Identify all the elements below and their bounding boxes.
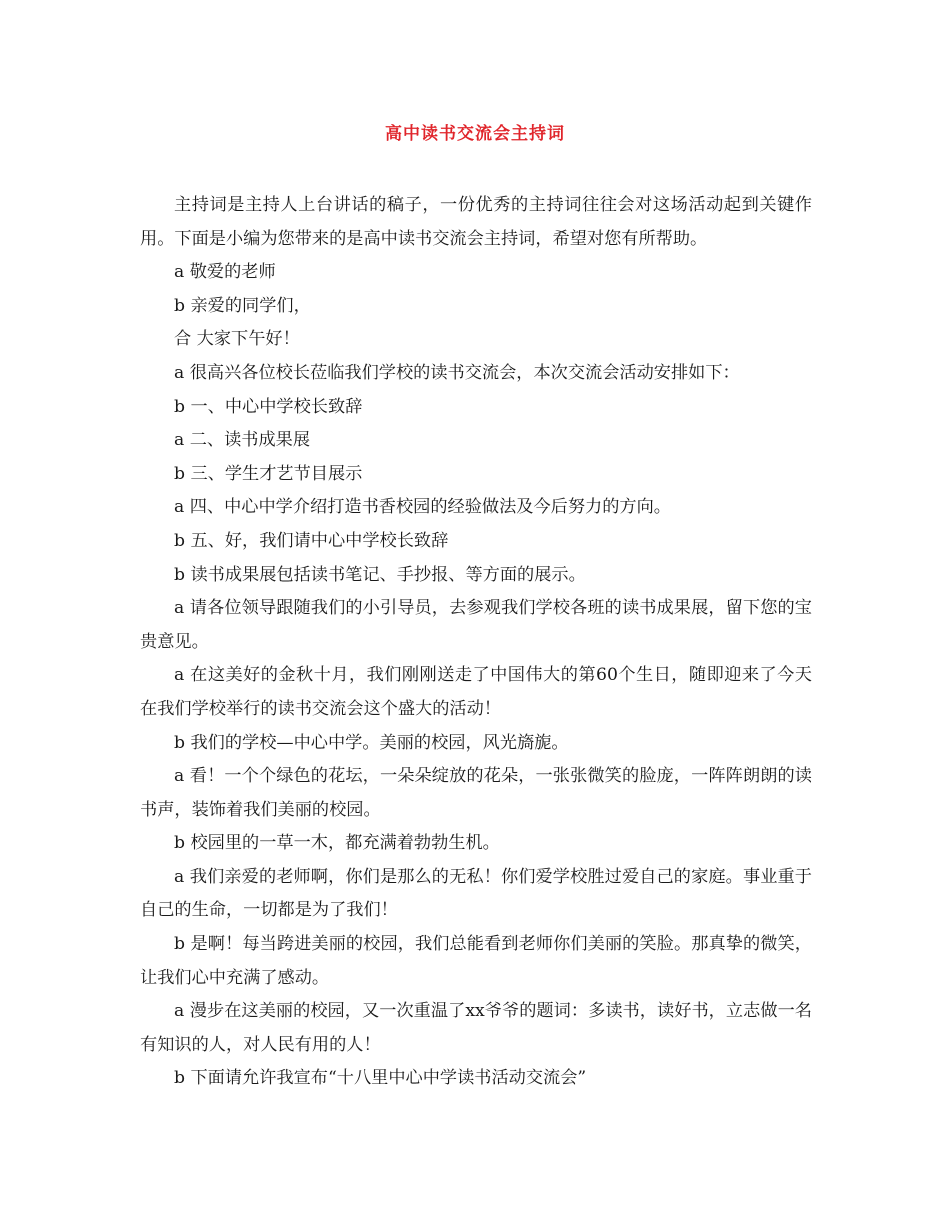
- paragraph: a 很高兴各位校长莅临我们学校的读书交流会，本次交流会活动安排如下：: [174, 362, 740, 383]
- paragraph: b 校园里的一草一木，都充满着勃勃生机。: [174, 833, 500, 854]
- paragraph: a 二、读书成果展: [174, 430, 311, 451]
- paragraph: b 我们的学校—中心中学。美丽的校园，风光旖旎。: [174, 732, 569, 753]
- document-title: 高中读书交流会主持词: [385, 124, 565, 144]
- paragraph-intro: 主持词是主持人上台讲话的稿子，一份优秀的主持词往往会对这场活动起到关键作用。下面是小编为您带来的是高中读书交流会主持词，希望对您有所帮助。: [140, 195, 812, 249]
- paragraph: 合 大家下午好！: [174, 329, 300, 350]
- paragraph: b 亲爱的同学们，: [174, 295, 311, 316]
- paragraph: b 三、学生才艺节目展示: [174, 463, 363, 484]
- paragraph: b 下面请允许我宣布“十八里中心中学读书活动交流会”: [174, 1068, 587, 1089]
- paragraph: a 四、中心中学介绍打造书香校园的经验做法及今后努力的方向。: [174, 497, 671, 518]
- paragraph: a 漫步在这美丽的校园，又一次重温了xx爷爷的题词：多读书，读好书，立志做一名有知识的人，对人民有用的人！: [140, 1001, 812, 1055]
- paragraph: b 是啊！每当跨进美丽的校园，我们总能看到老师你们美丽的笑脸。那真挚的微笑，让我们心中充满了感动。: [140, 934, 812, 988]
- paragraph: a 请各位领导跟随我们的小引导员，去参观我们学校各班的读书成果展，留下您的宝贵意见。: [140, 598, 812, 652]
- paragraph: a 我们亲爱的老师啊，你们是那么的无私！你们爱学校胜过爱自己的家庭。事业重于自己的生命，一切都是为了我们！: [140, 866, 812, 921]
- paragraph: a 在这美好的金秋十月，我们刚刚送走了中国伟大的第60个生日，随即迎来了今天在我们学校举行的读书交流会这个盛大的活动！: [140, 665, 812, 719]
- paragraph: b 一、中心中学校长致辞: [174, 396, 363, 417]
- paragraph: b 五、好，我们请中心中学校长致辞: [174, 530, 449, 551]
- paragraph: a 敬爱的老师: [174, 262, 276, 283]
- document-body: [140, 189, 812, 1096]
- paragraph: b 读书成果展包括读书笔记、手抄报、等方面的展示。: [174, 564, 586, 585]
- paragraph: a 看！一个个绿色的花坛，一朵朵绽放的花朵，一张张微笑的脸庞，一阵阵朗朗的读书声，装饰着我们美丽的校园。: [140, 766, 812, 820]
